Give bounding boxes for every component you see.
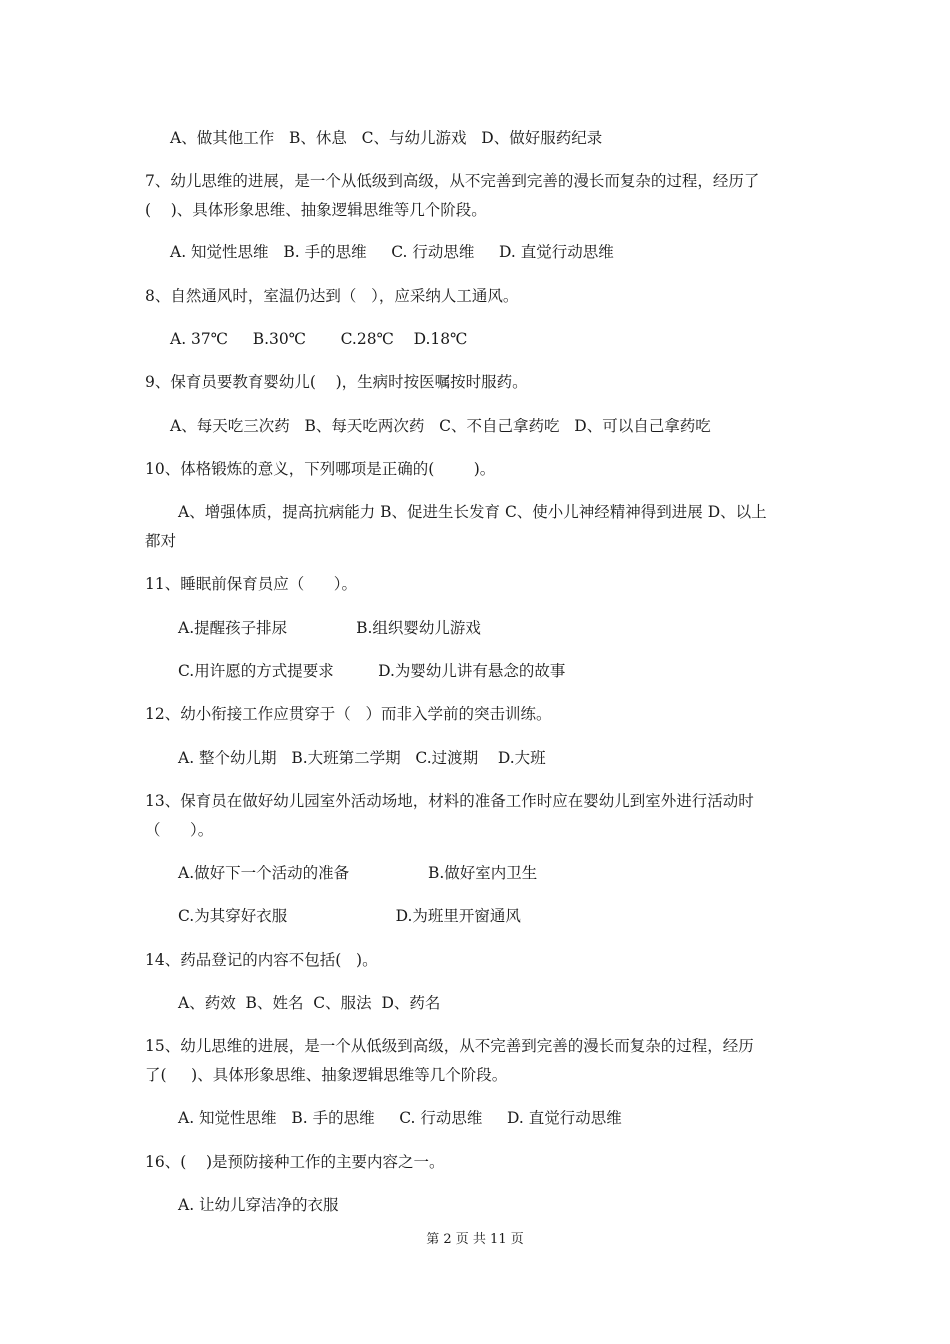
q16-option-a: A. 让幼儿穿洁净的衣服 <box>178 1196 339 1214</box>
q6-options: A、做其他工作 B、休息 C、与幼儿游戏 D、做好服药纪录 <box>170 129 603 147</box>
q13-stem-line2: （ ）。 <box>145 821 214 839</box>
q14-options: A、药效 B、姓名 C、服法 D、药名 <box>178 994 441 1012</box>
q13-options-row1: A.做好下一个活动的准备 B.做好室内卫生 <box>178 864 538 882</box>
q7-stem-line1: 7、幼儿思维的进展，是一个从低级到高级，从不完善到完善的漫长而复杂的过程，经历了 <box>145 172 760 190</box>
q10-options-line2: 都对 <box>145 532 177 550</box>
q11-options-row1: A.提醒孩子排尿 B.组织婴幼儿游戏 <box>178 619 481 637</box>
q10-stem: 10、体格锻炼的意义，下列哪项是正确的( )。 <box>145 460 496 478</box>
q14-stem: 14、药品登记的内容不包括( )。 <box>145 951 378 969</box>
q13-stem-line1: 13、保育员在做好幼儿园室外活动场地，材料的准备工作时应在婴幼儿到室外进行活动时 <box>145 792 754 810</box>
q12-options: A. 整个幼儿期 B.大班第二学期 C.过渡期 D.大班 <box>178 749 546 767</box>
q8-options: A. 37℃ B.30℃ C.28℃ D.18℃ <box>170 330 468 348</box>
q12-stem: 12、幼小衔接工作应贯穿于（ ）而非入学前的突击训练。 <box>145 705 552 723</box>
page-footer: 第 2 页 共 11 页 <box>426 1232 524 1247</box>
q11-options-row2: C.用许愿的方式提要求 D.为婴幼儿讲有悬念的故事 <box>178 662 566 680</box>
q11-stem: 11、睡眠前保育员应（ ）。 <box>145 575 358 593</box>
q8-stem: 8、自然通风时，室温仍达到（ ），应采纳人工通风。 <box>145 287 519 305</box>
q10-options-line1: A、增强体质，提高抗病能力 B、促进生长发育 C、使小儿神经精神得到进展 D、以上 <box>178 503 767 521</box>
q7-stem-line2: ( )、具体形象思维、抽象逻辑思维等几个阶段。 <box>145 201 487 219</box>
q7-options: A. 知觉性思维 B. 手的思维 C. 行动思维 D. 直觉行动思维 <box>170 243 614 261</box>
q9-options: A、每天吃三次药 B、每天吃两次药 C、不自己拿药吃 D、可以自己拿药吃 <box>170 417 711 435</box>
q15-stem-line2: 了( )、具体形象思维、抽象逻辑思维等几个阶段。 <box>145 1066 508 1084</box>
q13-options-row2: C.为其穿好衣服 D.为班里开窗通风 <box>178 907 521 925</box>
q15-stem-line1: 15、幼儿思维的进展，是一个从低级到高级，从不完善到完善的漫长而复杂的过程，经历 <box>145 1037 754 1055</box>
q16-stem: 16、( )是预防接种工作的主要内容之一。 <box>145 1153 445 1171</box>
q9-stem: 9、保育员要教育婴幼儿( )，生病时按医嘱按时服药。 <box>145 373 528 391</box>
q15-options: A. 知觉性思维 B. 手的思维 C. 行动思维 D. 直觉行动思维 <box>178 1109 622 1127</box>
